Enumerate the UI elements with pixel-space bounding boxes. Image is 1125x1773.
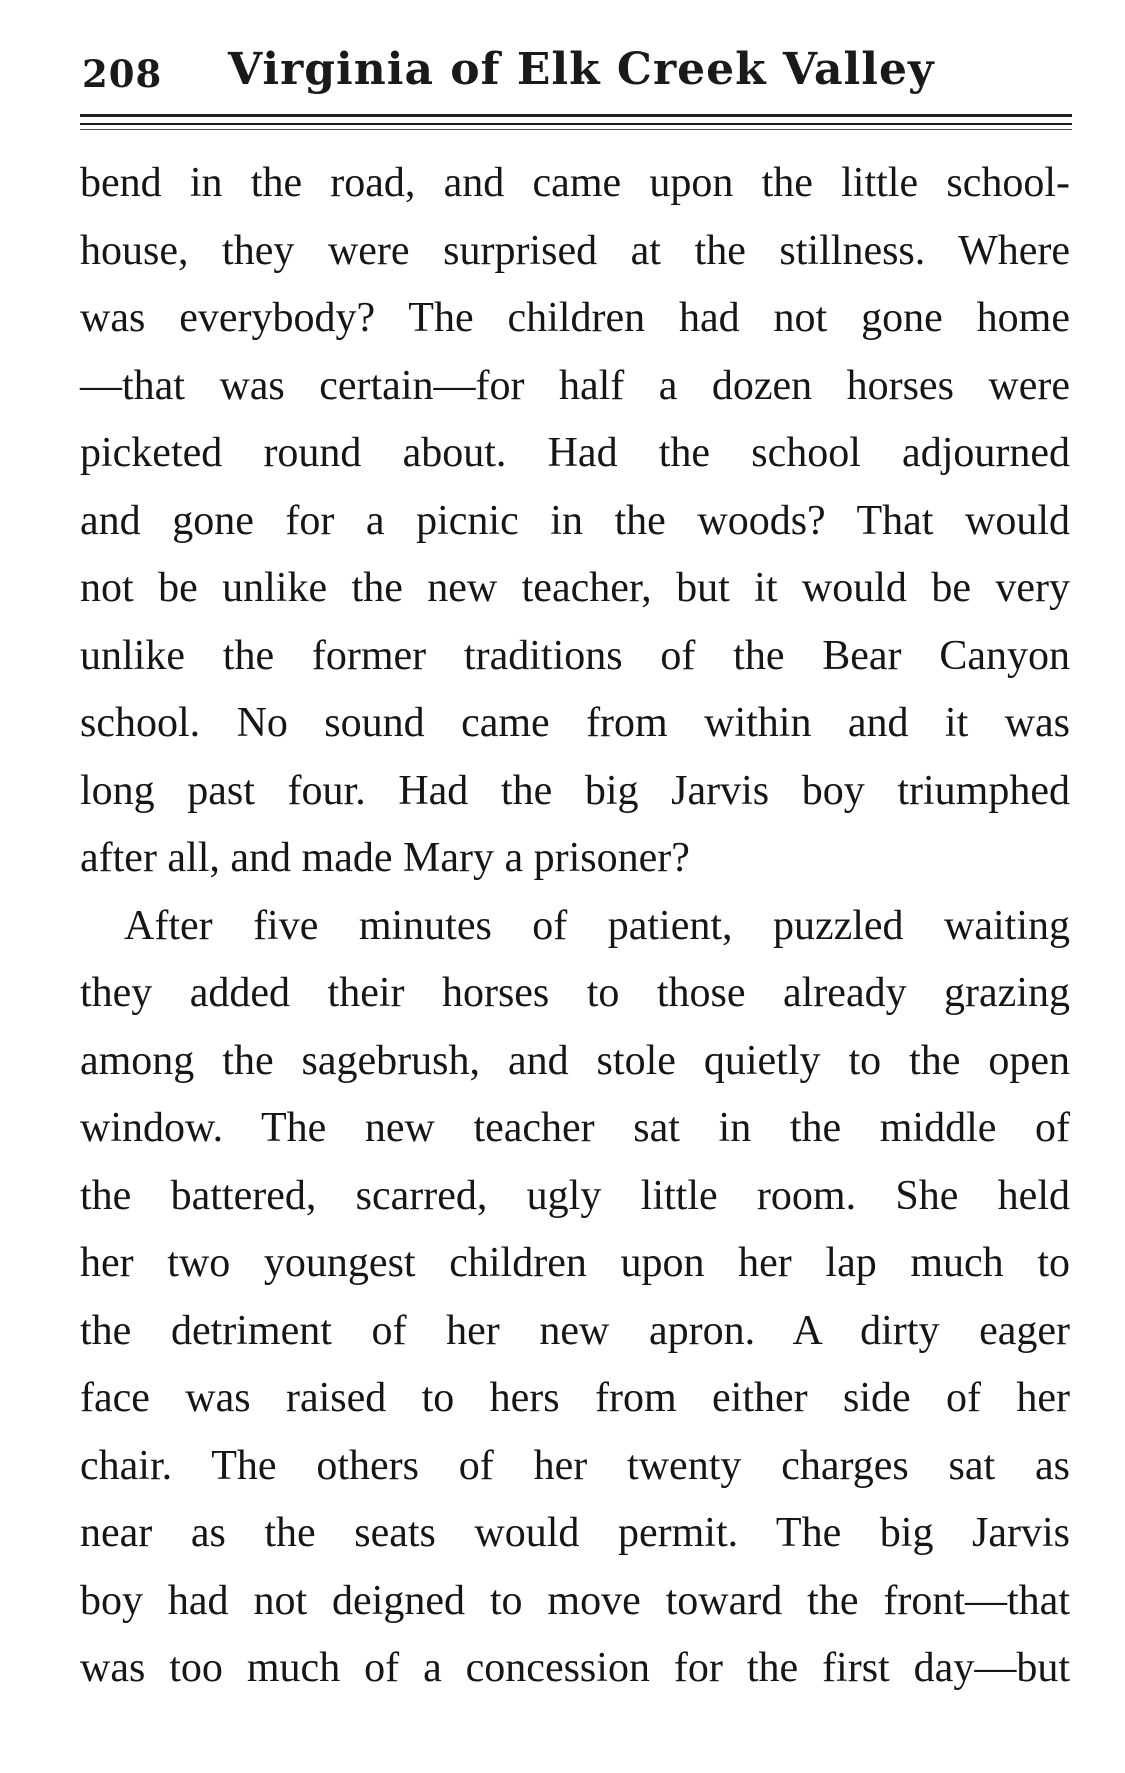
running-head [82,38,1072,98]
text-line: unlike the former traditions of the Bear Canyon [80,632,1070,679]
page-number: 208 [82,52,163,96]
text-line: was too much of a concession for the first day—but [80,1645,1070,1691]
text-line: picketed round about. Had the school adjourned [80,430,1070,476]
text-line: and gone for a picnic in the woods? That would [80,497,1070,544]
paragraph-start-line: After five minutes of patient, puzzled waiting [124,902,1070,949]
paragraph-end-line: after all, and made Mary a prisoner? [80,835,690,881]
text-line: window. The new teacher sat in the middle of [80,1105,1070,1151]
text-line: boy had not deigned to move toward the front—that [80,1577,1070,1624]
text-line: not be unlike the new teacher, but it would be very [80,565,1070,611]
body-text [80,150,1070,1703]
header-rule-thick [80,114,1072,117]
text-line: bend in the road, and came upon the little school- [80,160,1070,206]
header-rule-thin [80,123,1072,125]
text-line: the detriment of her new apron. A dirty eager [80,1307,1070,1354]
text-line: among the sagebrush, and stole quietly to the open [80,1037,1070,1084]
text-line: was everybody? The children had not gone home [80,295,1070,341]
text-line: her two youngest children upon her lap much to [80,1240,1070,1286]
header-rule-hairline [80,129,1072,130]
text-line: the battered, scarred, ugly little room. She held [80,1172,1070,1219]
text-line: house, they were surprised at the stillness. Where [80,227,1070,274]
text-line: long past four. Had the big Jarvis boy triumphed [80,767,1070,814]
text-line: face was raised to hers from either side of her [80,1375,1070,1421]
text-line: near as the seats would permit. The big Jarvis [80,1510,1070,1556]
text-line: they added their horses to those already grazing [80,970,1070,1016]
text-line: —that was certain—for half a dozen horses were [80,362,1070,409]
text-line: chair. The others of her twenty charges sat as [80,1442,1070,1489]
text-line: school. No sound came from within and it was [80,700,1070,746]
book-title: Virginia of Elk Creek Valley [228,44,935,95]
